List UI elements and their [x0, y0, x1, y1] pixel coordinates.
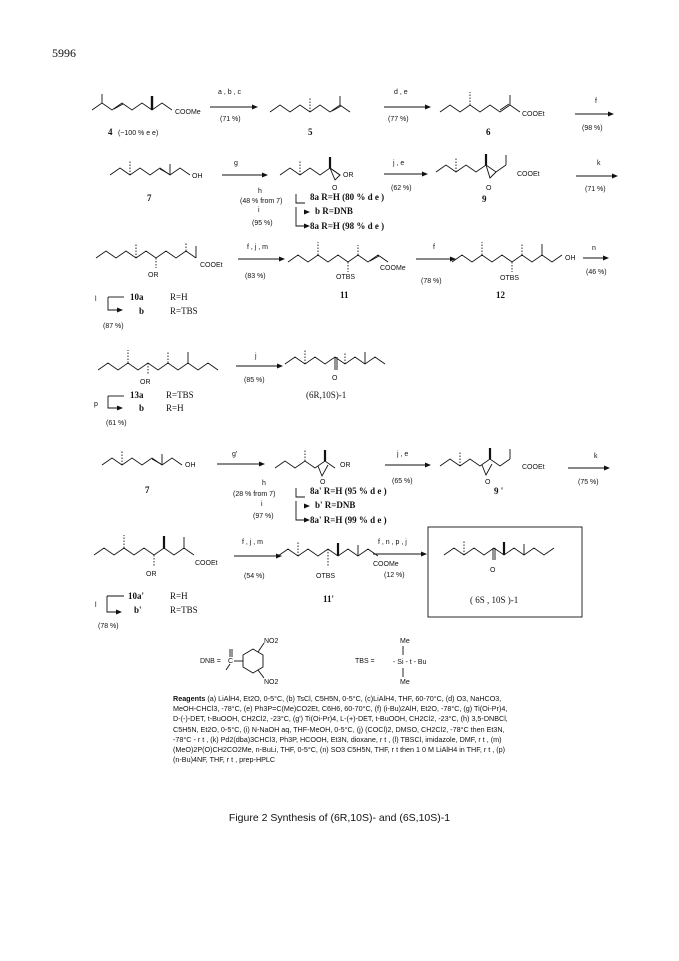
dnb-no2-bottom: NO2	[264, 679, 279, 686]
compound-8a-purified: 8a R=H (98 % d e )	[310, 221, 385, 231]
arrow-k-conditions: k	[597, 160, 601, 167]
compound-6s-1-ketone-o: O	[490, 567, 496, 574]
arrow-g2-conditions: g'	[232, 451, 238, 458]
arrow-h2-conditions: h	[262, 480, 266, 487]
arrow-g-yield: (48 % from 7)	[240, 198, 283, 205]
compound-10prime-structure	[94, 535, 194, 566]
compound-8prime-epoxide-o: O	[320, 479, 326, 486]
arrow-fjm2-conditions: f , j , m	[242, 539, 263, 546]
compound-4-ee: (~100 % e e)	[118, 130, 159, 137]
arrow-i-conditions: i	[258, 207, 260, 214]
tbs-label: TBS =	[355, 658, 375, 665]
arrow-i2-conditions: i	[261, 501, 263, 508]
arrow-l2-yield: (78 %)	[98, 623, 119, 630]
arrow-1-conditions: a , b , c	[218, 89, 241, 96]
tbs-me-bottom: Me	[400, 679, 410, 686]
arrow-je-yield: (62 %)	[391, 185, 412, 192]
arrow-n-yield: (46 %)	[586, 269, 607, 276]
compound-13a: 13a	[130, 390, 144, 400]
compound-6-number: 6	[486, 127, 491, 137]
arrow-3-conditions: f	[595, 98, 597, 105]
tbs-me-top: Me	[400, 638, 410, 645]
compound-8prime-or: OR	[340, 462, 351, 469]
compound-11-ester: COOMe	[380, 265, 406, 272]
compound-10bprime: b'	[134, 605, 142, 615]
compound-7b-number: 7	[145, 485, 150, 495]
compound-9prime-number: 9 '	[494, 486, 504, 496]
arrow-j-conditions: j	[255, 353, 257, 360]
figure-caption: Figure 2 Synthesis of (6R,10S)- and (6S,10S)-1	[228, 812, 451, 824]
arrow-fnpj-yield: (12 %)	[384, 572, 405, 579]
compound-8-epoxide-o: O	[332, 185, 338, 192]
compound-11-otbs: OTBS	[336, 274, 356, 281]
arrow-2-yield: (77 %)	[388, 116, 409, 123]
arrow-fjm-conditions: f , j , m	[247, 244, 268, 251]
compound-10b-def: R=TBS	[170, 306, 198, 316]
compound-12-otbs: OTBS	[500, 275, 520, 282]
compound-4-number: 4	[108, 127, 113, 137]
compound-4-ester-label: COOMe	[175, 109, 201, 116]
compound-13-or: OR	[140, 379, 151, 386]
arrow-k-yield: (71 %)	[585, 186, 606, 193]
arrow-2-conditions: d , e	[394, 89, 408, 96]
compound-6s-1-label: ( 6S , 10S )-1	[470, 595, 519, 605]
compound-6r-1-label: (6R,10S)-1	[306, 390, 347, 400]
compound-13b: b	[139, 403, 145, 413]
compound-10b: b	[139, 306, 145, 316]
arrow-l2-conditions: l	[95, 602, 97, 609]
arrow-fjm-yield: (83 %)	[245, 273, 266, 280]
reagents-label: Reagents	[173, 694, 206, 703]
compound-9-epoxide-o: O	[486, 185, 492, 192]
arrow-je2-yield: (65 %)	[392, 478, 413, 485]
compound-10a-def: R=H	[170, 292, 188, 302]
dnb-c-label: C	[228, 658, 234, 665]
arrow-fjm2-yield: (54 %)	[244, 573, 265, 580]
arrow-je2-conditions: j , e	[397, 451, 409, 458]
compound-11prime-number: 11'	[323, 594, 335, 604]
compound-8bprime: b' R=DNB	[315, 500, 356, 510]
reagents-text	[173, 694, 509, 765]
compound-8-structure	[280, 157, 340, 180]
compound-10prime-ester: COOEt	[195, 560, 218, 567]
compound-10-or: OR	[148, 272, 159, 279]
arrow-fnpj-conditions: f , n , p , j	[378, 539, 407, 546]
reagents-body: (a) LiAlH4, Et2O, 0-5°C, (b) TsCl, C5H5N, 0-5°C, (c)LiAlH4, THF, 60-70°C, (d) O3, NaHCO3, MeOH-CHCl3, -78°C, (e) Ph3P=C(Me)CO2Et, C6H6, 60-70°C, (f) (i-Bu)2AlH, Et2O, -78°C, (g) Ti(Oi-Pr)4, D-(-)-DET, t-BuOOH, CH2Cl2, -23°C, (g') Ti(Oi-Pr)4, L-(+)-DET, t-BuOOH, CH2Cl2, -23°C, (h) 3,5-DNBCl, C5H5N, Et2O, 0-5°C, (i) N-NaOH aq, THF-MeOH, 0-5°C, (j) (COCl)2, DMSO, CH2Cl2, -78°C then Et3N, -78°C - r t , (k) Pd2(dba)3CHCl3, Ph3P, HCOOH, Et3N, dioxane, r t , (l) TBSCl, imidazole, DMF, r t , (m) (MeO)2P(O)CH2CO2Me, n-BuLi, THF, 0-5°C, (n) SO3 C5H5N, THF, r t then 1 0 M LiAlH4 in THF, r t , (p) (n-Bu)4NF, THF, r t , prep-HPLC	[173, 694, 508, 765]
arrow-p-yield: (61 %)	[106, 420, 127, 427]
compound-6s-1-structure	[444, 541, 554, 560]
arrow-je-conditions: j , e	[393, 160, 405, 167]
compound-6r-1-ketone-o: O	[332, 375, 338, 382]
compound-10-structure	[96, 242, 196, 268]
compound-8a: 8a R=H (80 % d e )	[310, 192, 385, 202]
compound-12-number: 12	[496, 290, 505, 300]
compound-13-structure	[98, 350, 218, 374]
compound-7-oh: OH	[192, 173, 203, 180]
arrow-h-conditions: h	[258, 188, 262, 195]
compound-10prime-or: OR	[146, 571, 157, 578]
compound-11prime-otbs: OTBS	[316, 573, 336, 580]
compound-9-number: 9	[482, 194, 487, 204]
compound-6r-1-structure	[285, 350, 385, 370]
compound-8aprime: 8a' R=H (95 % d e )	[310, 486, 387, 496]
compound-8-or: OR	[343, 172, 354, 179]
compound-9prime-structure	[440, 448, 510, 475]
compound-11-number: 11	[340, 290, 349, 300]
arrow-g-conditions: g	[234, 160, 238, 167]
compound-11prime-ester: COOMe	[373, 561, 399, 568]
compound-8b: b R=DNB	[315, 206, 353, 216]
compound-10bprime-def: R=TBS	[170, 605, 198, 615]
compound-8aprime-purified: 8a' R=H (99 % d e )	[310, 515, 387, 525]
compound-9prime-ester: COOEt	[522, 464, 545, 471]
compound-8prime-structure	[275, 449, 335, 476]
compound-10aprime: 10a'	[128, 591, 145, 601]
arrow-k2-conditions: k	[594, 453, 598, 460]
arrow-l-yield: (87 %)	[103, 323, 124, 330]
compound-7b-oh: OH	[185, 462, 196, 469]
dnb-no2-top: NO2	[264, 638, 279, 645]
arrow-l-conditions: l	[95, 296, 97, 303]
compound-10aprime-def: R=H	[170, 591, 188, 601]
page-number: 5996	[52, 46, 76, 60]
arrow-3-yield: (98 %)	[582, 125, 603, 132]
dnb-label: DNB =	[200, 658, 221, 665]
compound-5-structure	[270, 96, 350, 112]
compound-7-number: 7	[147, 193, 152, 203]
compound-13a-def: R=TBS	[166, 390, 194, 400]
compound-12-oh: OH	[565, 255, 576, 262]
arrow-f-conditions: f	[433, 244, 435, 251]
compound-4-structure	[92, 94, 172, 110]
compound-10a: 10a	[130, 292, 144, 302]
compound-9prime-epoxide-o: O	[485, 479, 491, 486]
arrow-1-yield: (71 %)	[220, 116, 241, 123]
arrow-j-yield: (85 %)	[244, 377, 265, 384]
compound-7-structure	[110, 161, 190, 175]
compound-13b-def: R=H	[166, 403, 184, 413]
compound-10-ester: COOEt	[200, 262, 223, 269]
arrow-n-conditions: n	[592, 245, 596, 252]
compound-11-structure	[288, 242, 388, 272]
compound-9-structure	[436, 154, 506, 178]
compound-12-structure	[452, 242, 562, 272]
compound-6-structure	[440, 92, 520, 112]
arrow-i2-yield: (97 %)	[253, 513, 274, 520]
compound-5-number: 5	[308, 127, 313, 137]
arrow-k2-yield: (75 %)	[578, 479, 599, 486]
tbs-si-label: - Si - t - Bu	[393, 659, 427, 666]
arrow-i-yield: (95 %)	[252, 220, 273, 227]
compound-7b-structure	[102, 451, 182, 465]
arrow-g2-yield: (28 % from 7)	[233, 491, 276, 498]
arrow-p-conditions: p	[94, 401, 98, 408]
compound-6-ester-label: COOEt	[522, 111, 545, 118]
arrow-f-yield: (78 %)	[421, 278, 442, 285]
compound-11prime-structure	[278, 542, 378, 566]
compound-9-ester: COOEt	[517, 171, 540, 178]
